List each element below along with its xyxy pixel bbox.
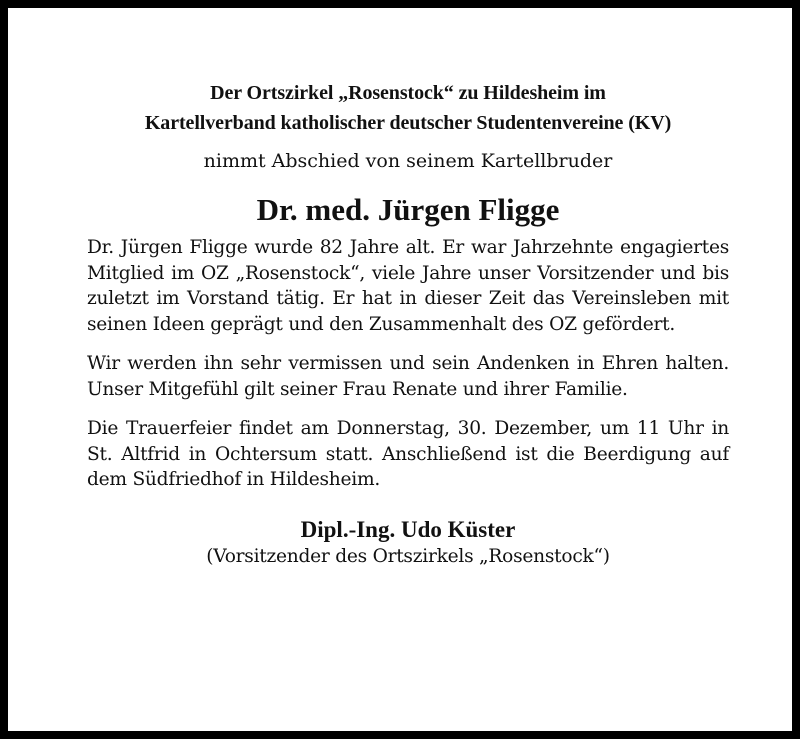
funeral-details-paragraph: Die Trauerfeier findet am Donnerstag, 30. Dezember, um 11 Uhr in St. Altfrid in Ochtersum statt. Anschließend ist die Beerdigung auf dem Südfriedhof in Hildesheim. [87,418,729,490]
organization-line: Kartellverband katholischer deutscher Studentenvereine (KV) [144,112,672,134]
signatory-role: (Vorsitzender des Ortszirkels „Rosenstock“) [206,545,610,567]
organization-header [87,78,729,138]
farewell-intro: nimmt Abschied von seinem Kartellbruder [203,150,613,172]
organization-line: Der Ortszirkel „Rosenstock“ zu Hildesheim im [210,82,606,104]
signatory-name: Dipl.-Ing. Udo Küster [300,516,516,542]
condolence-paragraph: Wir werden ihn sehr vermissen und sein Andenken in Ehren halten. Unser Mitgefühl gilt seiner Frau Renate und ihrer Familie. [87,353,729,400]
deceased-name: Dr. med. Jürgen Fligge [256,192,560,227]
obituary-notice-content [87,78,729,570]
tribute-paragraph: Dr. Jürgen Fligge wurde 82 Jahre alt. Er war Jahrzehnte engagiertes Mitglied im OZ „Rosenstock“, viele Jahre unser Vorsitzender und bis zuletzt im Vorstand tätig. Er hat in dieser Zeit das Vereinsleben mit seinen Ideen geprägt und den Zusammenhalt des OZ gefördert. [87,237,729,335]
